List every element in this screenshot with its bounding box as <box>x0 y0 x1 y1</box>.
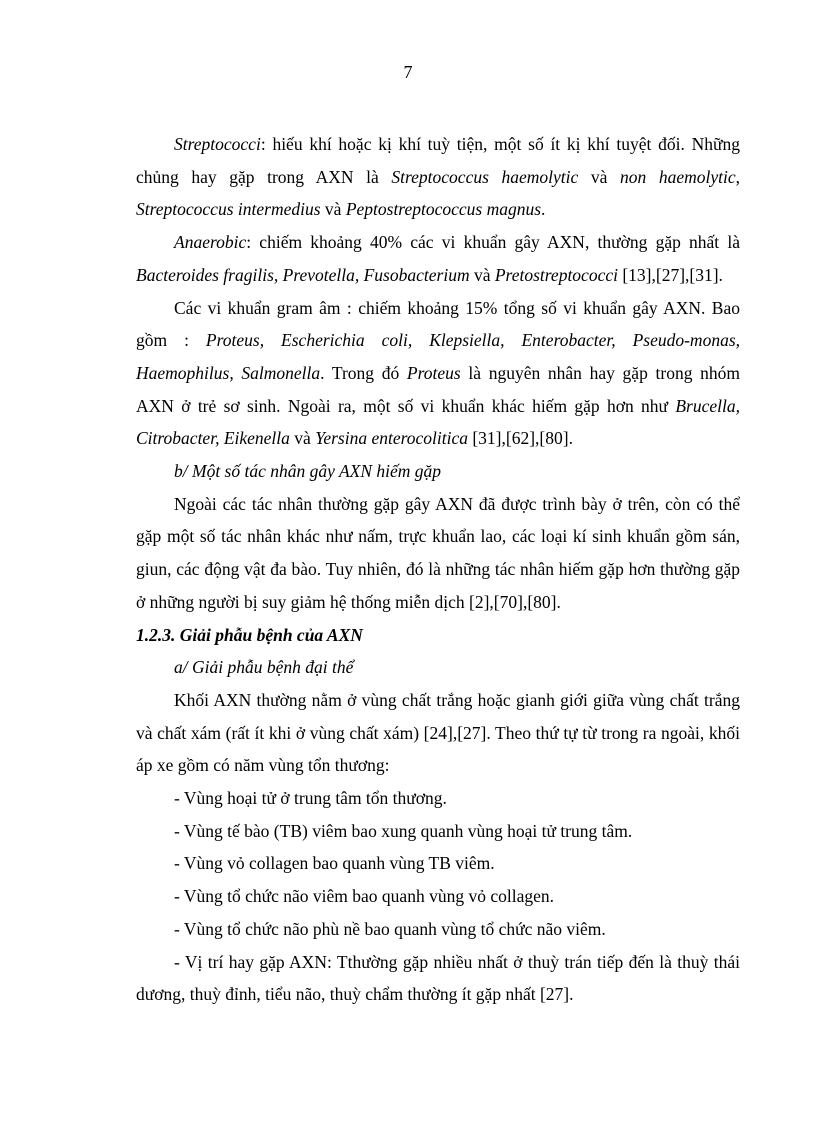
list-item: - Vùng tổ chức não viêm bao quanh vùng vỏ collagen. <box>174 886 554 907</box>
subheading-gross-pathology: a/ Giải phẫu bệnh đại thể <box>174 657 354 678</box>
list-item: - Vùng hoại tử ở trung tâm tổn thương. <box>174 788 447 809</box>
subheading-rare-agents: b/ Một số tác nhân gây AXN hiếm gặp <box>174 461 442 482</box>
paragraph-gram-negative: Các vi khuẩn gram âm : chiếm khoảng 15% tổng số vi khuẩn gây AXN. Bao gồm : Proteus, Escherichia coli, Klepsiella, Enterobacter, Pseudo-monas, Haemophilus, Salmonella. Trong đó Proteus là nguyên nhân hay gặp trong nhóm AXN ở trẻ sơ sinh. Ngoài ra, một số vi khuẩn khác hiếm gặp hơn như Brucella, Citrobacter, Eikenella và Yersina enterocolitica [31],[62],[80]. <box>136 297 741 449</box>
term-anaerobic: Anaerobic <box>174 232 247 253</box>
paragraph-streptococci: Streptococci: hiếu khí hoặc kị khí tuỳ tiện, một số ít kị khí tuyệt đối. Những chủng hay gặp trong AXN là Streptococcus haemolytic và non haemolytic, Streptococcus intermedius và Peptostreptococcus magnus. <box>136 134 740 220</box>
page-number: 7 <box>403 62 413 82</box>
paragraph-anaerobic: Anaerobic: chiếm khoảng 40% các vi khuẩn gây AXN, thường gặp nhất là Bacteroides fragilis, Prevotella, Fusobacterium và Pretostreptococci [13],[27],[31]. <box>136 232 740 285</box>
body-text <box>136 128 740 1011</box>
genus-streptococci: Streptococci <box>174 134 261 154</box>
list-item: - Vùng tổ chức não phù nề bao quanh vùng tổ chức não viêm. <box>174 918 606 939</box>
paragraph-common-site: - Vị trí hay gặp AXN: Tthường gặp nhiều nhất ở thuỳ trán tiếp đến là thuỳ thái dương, thuỳ đỉnh, tiểu não, thuỳ chẩm thường ít gặp nhất [27]. <box>136 951 740 1005</box>
list-item: - Vùng tế bào (TB) viêm bao xung quanh vùng hoại tử trung tâm. <box>174 820 633 841</box>
list-item: - Vùng vỏ collagen bao quanh vùng TB viêm. <box>174 853 495 874</box>
paragraph-rare-agents: Ngoài các tác nhân thường gặp gây AXN đã được trình bày ở trên, còn có thể gặp một số tác nhân khác như nấm, trực khuẩn lao, các loại kí sinh khuẩn gồm sán, giun, các động vật đa bào. Tuy nhiên, đó là những tác nhân hiếm gặp hơn thường gặp ở những người bị suy giảm hệ thống miễn dịch [2],[70],[80]. <box>136 493 740 612</box>
paragraph-abscess-location: Khối AXN thường nằm ở vùng chất trắng hoặc gianh giới giữa vùng chất trắng và chất xám (rất ít khi ở vùng chất xám) [24],[27]. Theo thứ tự từ trong ra ngoài, khối áp xe gồm có năm vùng tổn thương: <box>136 689 740 776</box>
section-heading-1-2-3: 1.2.3. Giải phẫu bệnh của AXN <box>136 624 363 645</box>
